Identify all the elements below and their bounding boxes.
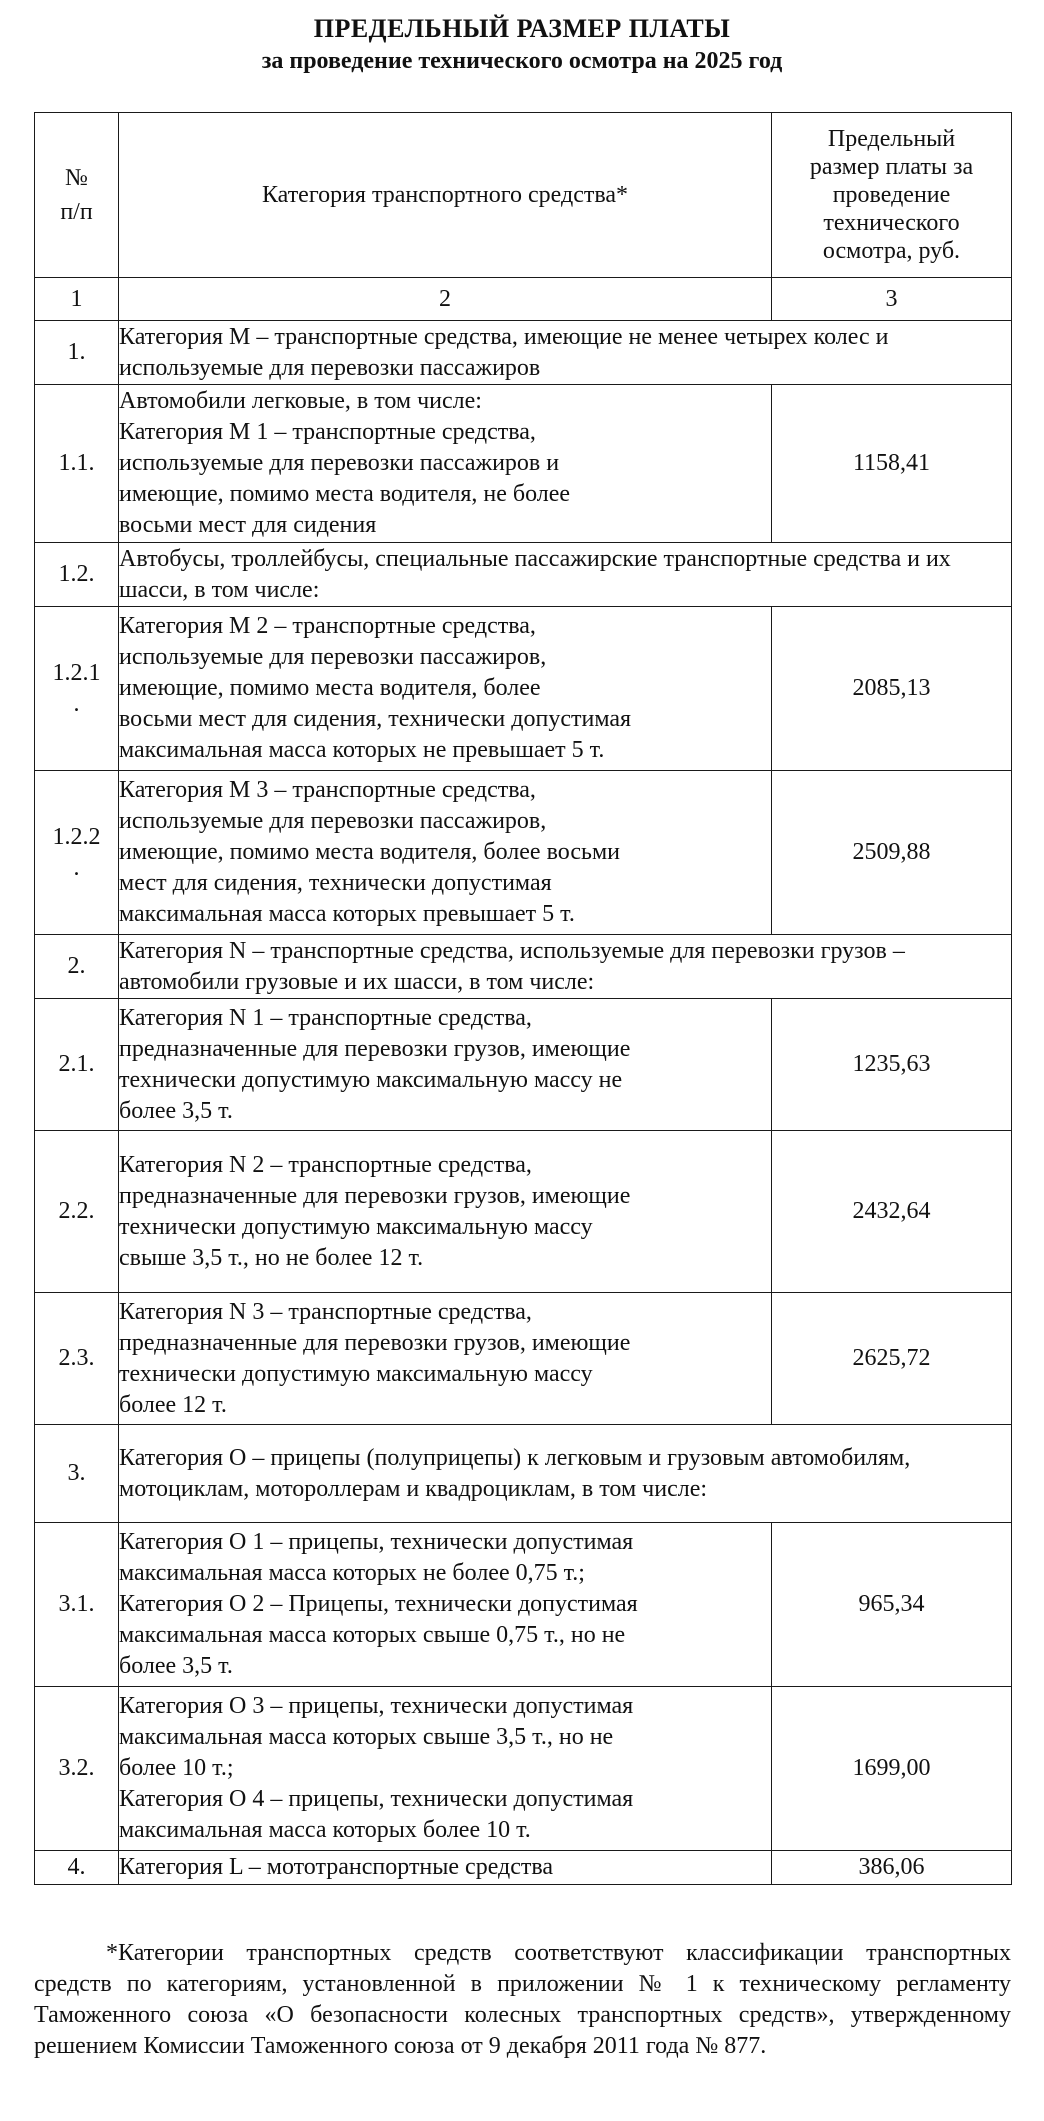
row-number: 1.1. — [35, 385, 119, 543]
table-row — [35, 1687, 1012, 1851]
table-header-row — [35, 113, 1012, 278]
row-category: Автобусы, троллейбусы, специальные пассажирские транспортные средства и их шасси, в том числе: — [119, 543, 1012, 607]
row-fee: 2085,13 — [772, 607, 1012, 771]
row-number: 1.2. — [35, 543, 119, 607]
table-row — [35, 385, 1012, 543]
row-category: Категория L – мототранспортные средства — [119, 1851, 772, 1885]
table-row — [35, 1425, 1012, 1523]
table-row — [35, 321, 1012, 385]
row-category: Категория О 1 – прицепы, технически допустимая максимальная масса которых не более 0,75 т.; Категория О 2 – Прицепы, технически допустимая максимальная масса которых свыше 0,75 т., но не более 3,5 т. — [119, 1523, 772, 1687]
column-number: 2 — [119, 278, 772, 321]
table-row — [35, 935, 1012, 999]
row-category: Категория М – транспортные средства, имеющие не менее четырех колес и используемые для перевозки пассажиров — [119, 321, 1012, 385]
row-number: 1. — [35, 321, 119, 385]
row-category: Категория N 1 – транспортные средства, предназначенные для перевозки грузов, имеющие технически допустимую максимальную массу не более 3,5 т. — [119, 999, 772, 1131]
row-number: 2. — [35, 935, 119, 999]
row-fee: 1699,00 — [772, 1687, 1012, 1851]
row-number: 3.2. — [35, 1687, 119, 1851]
table-row — [35, 1293, 1012, 1425]
table-row — [35, 999, 1012, 1131]
document-title: ПРЕДЕЛЬНЫЙ РАЗМЕР ПЛАТЫ — [313, 14, 731, 43]
row-fee: 386,06 — [772, 1851, 1012, 1885]
row-category: Автомобили легковые, в том числе: Категория М 1 – транспортные средства, используемые для перевозки пассажиров и имеющие, помимо места водителя, не более восьми мест для сидения — [119, 385, 772, 543]
row-number: 3.1. — [35, 1523, 119, 1687]
row-number: 2.2. — [35, 1131, 119, 1293]
row-number: 1.2.1 . — [35, 607, 119, 771]
column-number-row — [35, 278, 1012, 321]
row-fee: 2509,88 — [772, 771, 1012, 935]
document-subtitle: за проведение технического осмотра на 2025 год — [261, 48, 783, 74]
row-fee: 1158,41 — [772, 385, 1012, 543]
row-number: 2.3. — [35, 1293, 119, 1425]
table-row — [35, 1131, 1012, 1293]
row-fee: 965,34 — [772, 1523, 1012, 1687]
column-number: 3 — [772, 278, 1012, 321]
table-row — [35, 771, 1012, 935]
row-category: Категория О 3 – прицепы, технически допустимая максимальная масса которых свыше 3,5 т., но не более 10 т.; Категория О 4 – прицепы, технически допустимая максимальная масса которых более 10 т. — [119, 1687, 772, 1851]
header-number: № п/п — [35, 113, 119, 278]
row-category: Категория N 3 – транспортные средства, предназначенные для перевозки грузов, имеющие технически допустимую максимальную массу более 12 т. — [119, 1293, 772, 1425]
row-category: Категория N – транспортные средства, используемые для перевозки грузов – автомобили грузовые и их шасси, в том числе: — [119, 935, 1012, 999]
table-row — [35, 1851, 1012, 1885]
row-category: Категория N 2 – транспортные средства, предназначенные для перевозки грузов, имеющие технически допустимую максимальную массу свыше 3,5 т., но не более 12 т. — [119, 1131, 772, 1293]
row-fee: 1235,63 — [772, 999, 1012, 1131]
row-number: 1.2.2 . — [35, 771, 119, 935]
fee-table — [34, 112, 1012, 1885]
table-row — [35, 607, 1012, 771]
row-category: Категория О – прицепы (полуприцепы) к легковым и грузовым автомобилям, мотоциклам, мотороллерам и квадроциклам, в том числе: — [119, 1425, 1012, 1523]
row-fee: 2432,64 — [772, 1131, 1012, 1293]
footnote: *Категории транспортных средств соответствуют классификации транспортных средств по категориям, установленной в приложении № 1 к техническому регламенту Таможенного союза «О безопасности колесных транспортных средств», утвержденному решением Комиссии Таможенного союза от 9 декабря 2011 года № 877. — [34, 1940, 1011, 2059]
table-row — [35, 543, 1012, 607]
header-category: Категория транспортного средства* — [119, 113, 772, 278]
row-fee: 2625,72 — [772, 1293, 1012, 1425]
row-category: Категория М 2 – транспортные средства, используемые для перевозки пассажиров, имеющие, помимо места водителя, более восьми мест для сидения, технически допустимая максимальная масса которых не превышает 5 т. — [119, 607, 772, 771]
row-number: 3. — [35, 1425, 119, 1523]
header-fee: Предельный размер платы за проведение технического осмотра, руб. — [772, 113, 1012, 278]
row-number: 2.1. — [35, 999, 119, 1131]
column-number: 1 — [35, 278, 119, 321]
table-row — [35, 1523, 1012, 1687]
row-category: Категория М 3 – транспортные средства, используемые для перевозки пассажиров, имеющие, помимо места водителя, более восьми мест для сидения, технически допустимая максимальная масса которых превышает 5 т. — [119, 771, 772, 935]
row-number: 4. — [35, 1851, 119, 1885]
